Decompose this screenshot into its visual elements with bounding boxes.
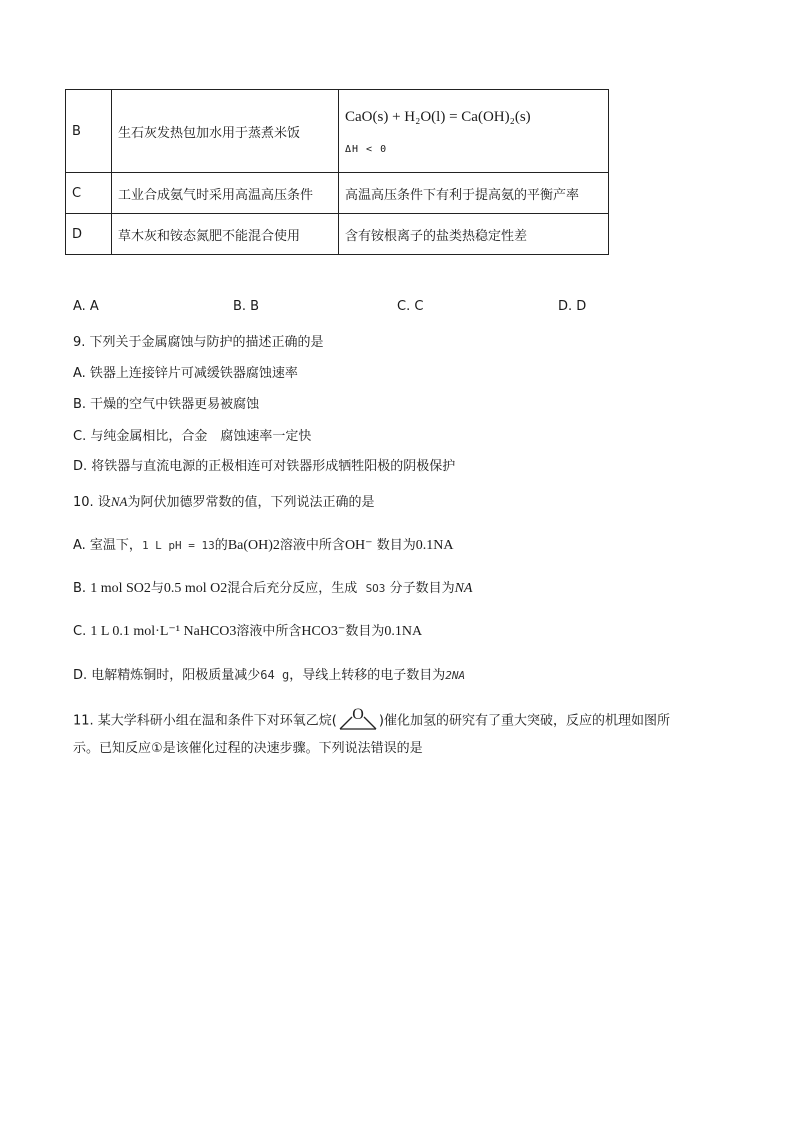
text: 的 bbox=[214, 538, 228, 553]
table-row bbox=[66, 214, 609, 255]
row-description: 生石灰发热包加水用于蒸煮米饭 bbox=[112, 90, 339, 173]
option-prefix: A. 室温下， bbox=[73, 538, 142, 553]
table-row bbox=[66, 173, 609, 214]
text: 与 bbox=[150, 581, 164, 596]
question-10-option-c bbox=[73, 620, 422, 640]
value: NA bbox=[454, 581, 473, 596]
question-9-option-c: C. 与纯金属相比，合金 腐蚀速率一定快 bbox=[73, 429, 312, 444]
reaction-equation: CaO(s) + H₂O(l) = Ca(OH)₂(s) bbox=[345, 109, 531, 125]
question-11-stem bbox=[73, 705, 670, 737]
answer-option-d: D. D bbox=[558, 299, 587, 314]
row-label: B bbox=[66, 90, 112, 173]
ion: OH⁻ bbox=[344, 538, 373, 553]
text: 数目为 bbox=[372, 538, 416, 553]
row-reason: 高温高压条件下有利于提高氨的平衡产率 bbox=[339, 173, 609, 214]
text: 溶液中所含 bbox=[279, 538, 345, 553]
text: 分子数目为 bbox=[389, 581, 455, 596]
stem-prefix: 10. 设 bbox=[73, 495, 111, 510]
reactant-2: 0.5 mol O2 bbox=[163, 581, 228, 596]
solution: 1 L 0.1 mol·L⁻¹ NaHCO3 bbox=[90, 624, 237, 639]
question-10-stem bbox=[73, 491, 374, 510]
epoxide-structure-icon bbox=[337, 705, 379, 737]
answer-option-c: C. C bbox=[397, 299, 424, 314]
answer-option-a: A. A bbox=[73, 299, 99, 314]
option-prefix: C. bbox=[73, 624, 91, 639]
row-description: 草木灰和铵态氮肥不能混合使用 bbox=[112, 214, 339, 255]
table-row bbox=[66, 90, 609, 173]
text: 混合后充分反应，生成 bbox=[227, 581, 358, 596]
answer-option-b: B. B bbox=[233, 299, 260, 314]
question-9-option-d: D. 将铁器与直流电源的正极相连可对铁器形成牺牲阳极的阴极保护 bbox=[73, 459, 456, 474]
question-9-option-b: B. 干燥的空气中铁器更易被腐蚀 bbox=[73, 397, 260, 412]
stem-prefix: 11. 某大学科研小组在温和条件下对环氧乙烷( bbox=[73, 713, 337, 729]
text: 数目为 bbox=[345, 624, 385, 639]
substance: Ba(OH)2 bbox=[227, 538, 280, 553]
question-11-stem-line-2: 示。已知反应①是该催化过程的决速步骤。下列说法错误的是 bbox=[73, 741, 423, 756]
option-prefix: B. bbox=[73, 581, 91, 596]
text: ，导线上转移的电子数目为 bbox=[289, 668, 446, 683]
value: 2NA bbox=[445, 669, 466, 682]
row-label: C bbox=[66, 173, 112, 214]
row-reason: 含有铵根离子的盐类热稳定性差 bbox=[339, 214, 609, 255]
text: 溶液中所含 bbox=[236, 624, 302, 639]
row-description: 工业合成氨气时采用高温高压条件 bbox=[112, 173, 339, 214]
ion: HCO3⁻ bbox=[301, 624, 346, 639]
options-table bbox=[65, 89, 609, 255]
question-10-option-a bbox=[73, 534, 453, 554]
ring-oxygen-label: O bbox=[352, 706, 364, 723]
question-9-option-a: A. 铁器上连接锌片可减缓铁器腐蚀速率 bbox=[73, 366, 298, 381]
question-10-option-d bbox=[73, 664, 465, 683]
stem-suffix: )催化加氢的研究有了重大突破，反应的机理如图所 bbox=[378, 713, 670, 729]
reactant-1: 1 mol SO2 bbox=[90, 581, 151, 596]
row-label: D bbox=[66, 214, 112, 255]
condition: 1 L pH = 13 bbox=[141, 539, 215, 552]
question-10-option-b bbox=[73, 577, 472, 597]
product: SO3 bbox=[365, 582, 386, 595]
question-9-stem: 9. 下列关于金属腐蚀与防护的描述正确的是 bbox=[73, 335, 324, 350]
mass: 64 g bbox=[260, 668, 290, 682]
value: 0.1NA bbox=[384, 624, 423, 639]
stem-suffix: 为阿伏加德罗常数的值，下列说法正确的是 bbox=[127, 495, 375, 510]
row-reason bbox=[339, 90, 609, 173]
avogadro-symbol: NA bbox=[110, 494, 128, 509]
value: 0.1NA bbox=[415, 538, 454, 553]
enthalpy-note: ΔH < 0 bbox=[345, 144, 388, 155]
option-prefix: D. 电解精炼铜时，阳极质量减少 bbox=[73, 668, 261, 683]
